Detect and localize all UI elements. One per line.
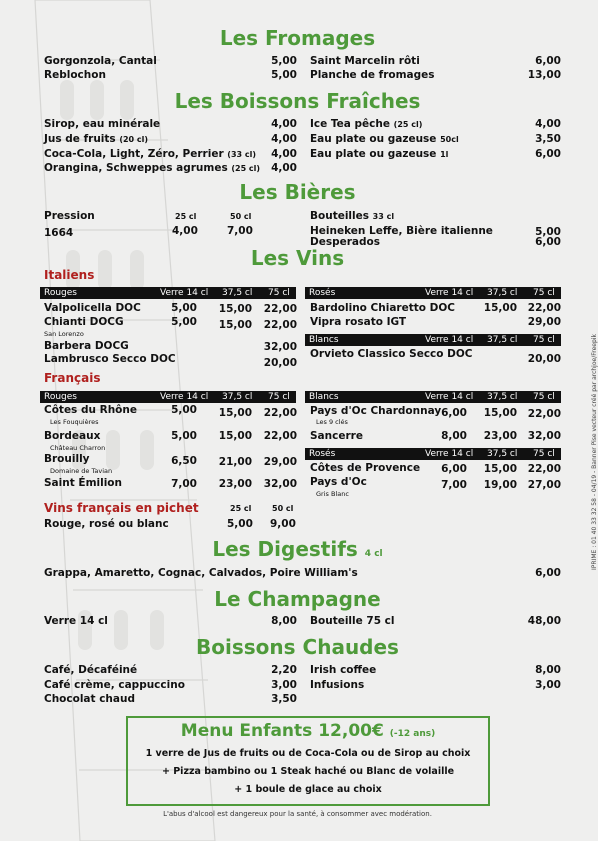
- wine-name: Saint Émilion: [44, 477, 122, 489]
- item-price: 4,00: [535, 118, 561, 130]
- item-price: 13,00: [527, 69, 561, 81]
- wine-price-75: 32,00: [263, 478, 297, 490]
- wine-price-375: 19,00: [483, 479, 517, 491]
- item-name: Bouteille 75 cl: [310, 615, 395, 627]
- section-title-boissons-fraiches: Les Boissons Fraîches: [174, 89, 421, 113]
- wine-name: Côtes de Provence: [310, 462, 421, 474]
- wine-price-75: 20,00: [263, 357, 297, 369]
- wine-price-verre: 5,00: [171, 302, 197, 314]
- wine-price-75: 22,00: [527, 463, 561, 475]
- section-title-fromages: Les Fromages: [219, 26, 376, 50]
- item-price: 4,00: [271, 162, 297, 174]
- col-25cl: 25 cl: [175, 212, 197, 221]
- wine-producer: Les Fouquières: [50, 418, 99, 426]
- beer-price-50: 7,00: [227, 225, 253, 237]
- item-price: 3,00: [271, 679, 297, 691]
- pression-label: Pression: [44, 210, 95, 222]
- wine-price-75: 20,00: [527, 353, 561, 365]
- italiens-label: Italiens: [44, 268, 95, 282]
- item-name: Reblochon: [44, 69, 106, 81]
- wine-header-rouges: Rouges Verre 14 cl 37,5 cl 75 cl: [40, 287, 296, 299]
- wine-price-75: 22,00: [263, 303, 297, 315]
- wine-price-verre: 8,00: [441, 430, 467, 442]
- wine-header-roses: Rosés Verre 14 cl 37,5 cl 75 cl: [305, 287, 561, 299]
- item-name: Eau plate ou gazeuse 50cl: [310, 133, 459, 145]
- pichet-label: Vins français en pichet: [44, 501, 199, 515]
- alcohol-disclaimer: L'abus d'alcool est dangereux pour la santé, à consommer avec modération.: [163, 810, 432, 818]
- beer-name: 1664: [44, 227, 74, 239]
- wine-name: Bordeaux: [44, 430, 101, 442]
- menu-enfants-box: [126, 716, 490, 806]
- menu-enfants-line: 1 verre de Jus de fruits ou de Coca-Cola ou de Sirop au choix: [145, 748, 471, 759]
- item-name: Saint Marcelin rôti: [310, 55, 420, 67]
- item-name: Ice Tea pêche (25 cl): [310, 118, 423, 130]
- bottle-beer: Desperados: [310, 236, 380, 248]
- item-price: 2,20: [271, 664, 297, 676]
- wine-price-375: 15,00: [218, 303, 252, 315]
- wine-name: Pays d'Oc Chardonnay: [310, 405, 442, 417]
- wine-price-375: 21,00: [218, 456, 252, 468]
- wine-price-375: 23,00: [483, 430, 517, 442]
- pichet-price-50: 9,00: [270, 518, 296, 530]
- wine-price-375: 15,00: [218, 319, 252, 331]
- wine-price-375: 15,00: [483, 302, 517, 314]
- wine-producer: Les 9 clés: [316, 418, 348, 426]
- digestifs-items: Grappa, Amaretto, Cognac, Calvados, Poire William's: [44, 567, 358, 579]
- item-name: Sirop, eau minérale: [44, 118, 161, 130]
- wine-name: Sancerre: [310, 430, 363, 442]
- item-price: 6,00: [535, 55, 561, 67]
- wine-price-375: 15,00: [483, 463, 517, 475]
- item-name: Irish coffee: [310, 664, 377, 676]
- wine-header-blancs: Blancs Verre 14 cl 37,5 cl 75 cl: [305, 391, 561, 403]
- item-price: 3,50: [271, 693, 297, 705]
- wine-header-blancs: Blancs Verre 14 cl 37,5 cl 75 cl: [305, 334, 561, 346]
- wine-price-75: 29,00: [263, 456, 297, 468]
- wine-price-verre: 6,00: [441, 407, 467, 419]
- wine-name: Côtes du Rhône: [44, 404, 137, 416]
- item-price: 8,00: [271, 615, 297, 627]
- pichet-name: Rouge, rosé ou blanc: [44, 518, 169, 530]
- wine-price-375: 15,00: [483, 407, 517, 419]
- item-price: 5,00: [535, 226, 561, 238]
- wine-price-75: 22,00: [527, 408, 561, 420]
- section-title-boissons-chaudes: Boissons Chaudes: [196, 635, 399, 659]
- wine-price-verre: 5,00: [171, 316, 197, 328]
- wine-price-verre: 6,50: [171, 455, 197, 467]
- section-title-digestifs: Les Digestifs 4 cl: [212, 537, 383, 561]
- wine-name: Chianti DOCG: [44, 316, 124, 328]
- section-title-champagne: Le Champagne: [214, 587, 381, 611]
- item-name: Verre 14 cl: [44, 615, 108, 627]
- item-price: 5,00: [271, 69, 297, 81]
- francais-label: Français: [44, 371, 101, 385]
- item-name: Coca-Cola, Light, Zéro, Perrier (33 cl): [44, 148, 256, 160]
- wine-producer: Gris Blanc: [316, 490, 349, 498]
- item-price: 6,00: [535, 148, 561, 160]
- wine-name: Barbera DOCG: [44, 340, 129, 352]
- wine-price-375: 15,00: [218, 407, 252, 419]
- wine-price-75: 22,00: [527, 302, 561, 314]
- pichet-col-25: 25 cl: [230, 504, 252, 513]
- wine-price-75: 29,00: [527, 316, 561, 328]
- item-name: Gorgonzola, Cantal: [44, 55, 157, 67]
- wine-price-verre: 6,00: [441, 463, 467, 475]
- wine-name: Pays d'Oc: [310, 476, 367, 488]
- wine-name: Orvieto Classico Secco DOC: [310, 348, 473, 360]
- wine-name: Bardolino Chiaretto DOC: [310, 302, 455, 314]
- bouteilles-label: Bouteilles 33 cl: [310, 210, 395, 222]
- item-name: Chocolat chaud: [44, 693, 135, 705]
- wine-price-75: 27,00: [527, 479, 561, 491]
- wine-header-roses: Rosés Verre 14 cl 37,5 cl 75 cl: [305, 448, 561, 460]
- item-price: 3,50: [535, 133, 561, 145]
- wine-producer: San Lorenzo: [44, 330, 84, 338]
- pichet-price-25: 5,00: [227, 518, 253, 530]
- wine-producer: Domaine de Tavian: [50, 467, 113, 475]
- item-price: 4,00: [271, 148, 297, 160]
- section-title-vins: Les Vins: [250, 246, 345, 270]
- item-price: 8,00: [535, 664, 561, 676]
- item-name: Orangina, Schweppes agrumes (25 cl): [44, 162, 261, 174]
- wine-price-375: 15,00: [218, 430, 252, 442]
- item-name: Café, Décaféiné: [44, 664, 138, 676]
- wine-price-375: 23,00: [218, 478, 252, 490]
- item-price: 6,00: [535, 567, 561, 579]
- wine-name: Lambrusco Secco DOC: [44, 353, 176, 365]
- wine-header-rouges: Rouges Verre 14 cl 37,5 cl 75 cl: [40, 391, 296, 403]
- section-title-bieres: Les Bières: [239, 180, 356, 204]
- item-price: 4,00: [271, 133, 297, 145]
- beer-price-25: 4,00: [172, 225, 198, 237]
- wine-price-verre: 5,00: [171, 404, 197, 416]
- wine-producer: Château Charron: [50, 444, 106, 452]
- wine-price-75: 32,00: [263, 341, 297, 353]
- item-name: Café crème, cappuccino: [44, 679, 185, 691]
- wine-price-verre: 7,00: [171, 478, 197, 490]
- item-price: 3,00: [535, 679, 561, 691]
- menu-enfants-line: + Pizza bambino ou 1 Steak haché ou Blanc de volaille: [161, 766, 455, 777]
- menu-enfants-line: + 1 boule de glace au choix: [234, 784, 382, 795]
- item-name: Jus de fruits (20 cl): [44, 133, 149, 145]
- wine-price-75: 22,00: [263, 407, 297, 419]
- item-name: Planche de fromages: [310, 69, 435, 81]
- item-price: 48,00: [527, 615, 561, 627]
- wine-price-75: 22,00: [263, 430, 297, 442]
- item-price: 4,00: [271, 118, 297, 130]
- wine-price-75: 32,00: [527, 430, 561, 442]
- printer-credit: IPRIME : 01 40 33 32 58 - 04/19 - Banner Pise vecteur créé par archjoe/Freepik: [591, 334, 598, 570]
- item-name: Infusions: [310, 679, 365, 691]
- wine-price-75: 22,00: [263, 319, 297, 331]
- wine-name: Vipra rosato IGT: [310, 316, 407, 328]
- item-price: 5,00: [271, 55, 297, 67]
- wine-name: Valpolicella DOC: [44, 302, 141, 314]
- item-price: 6,00: [535, 236, 561, 248]
- wine-name: Brouilly: [44, 453, 90, 465]
- wine-price-verre: 7,00: [441, 479, 467, 491]
- bottle-beers: Heineken Leffe, Bière italienne: [310, 225, 493, 237]
- wine-price-verre: 5,00: [171, 430, 197, 442]
- pichet-col-50: 50 cl: [272, 504, 294, 513]
- item-name: Eau plate ou gazeuse 1l: [310, 148, 449, 160]
- menu-enfants-title: Menu Enfants 12,00€ (-12 ans): [180, 721, 436, 741]
- col-50cl: 50 cl: [230, 212, 252, 221]
